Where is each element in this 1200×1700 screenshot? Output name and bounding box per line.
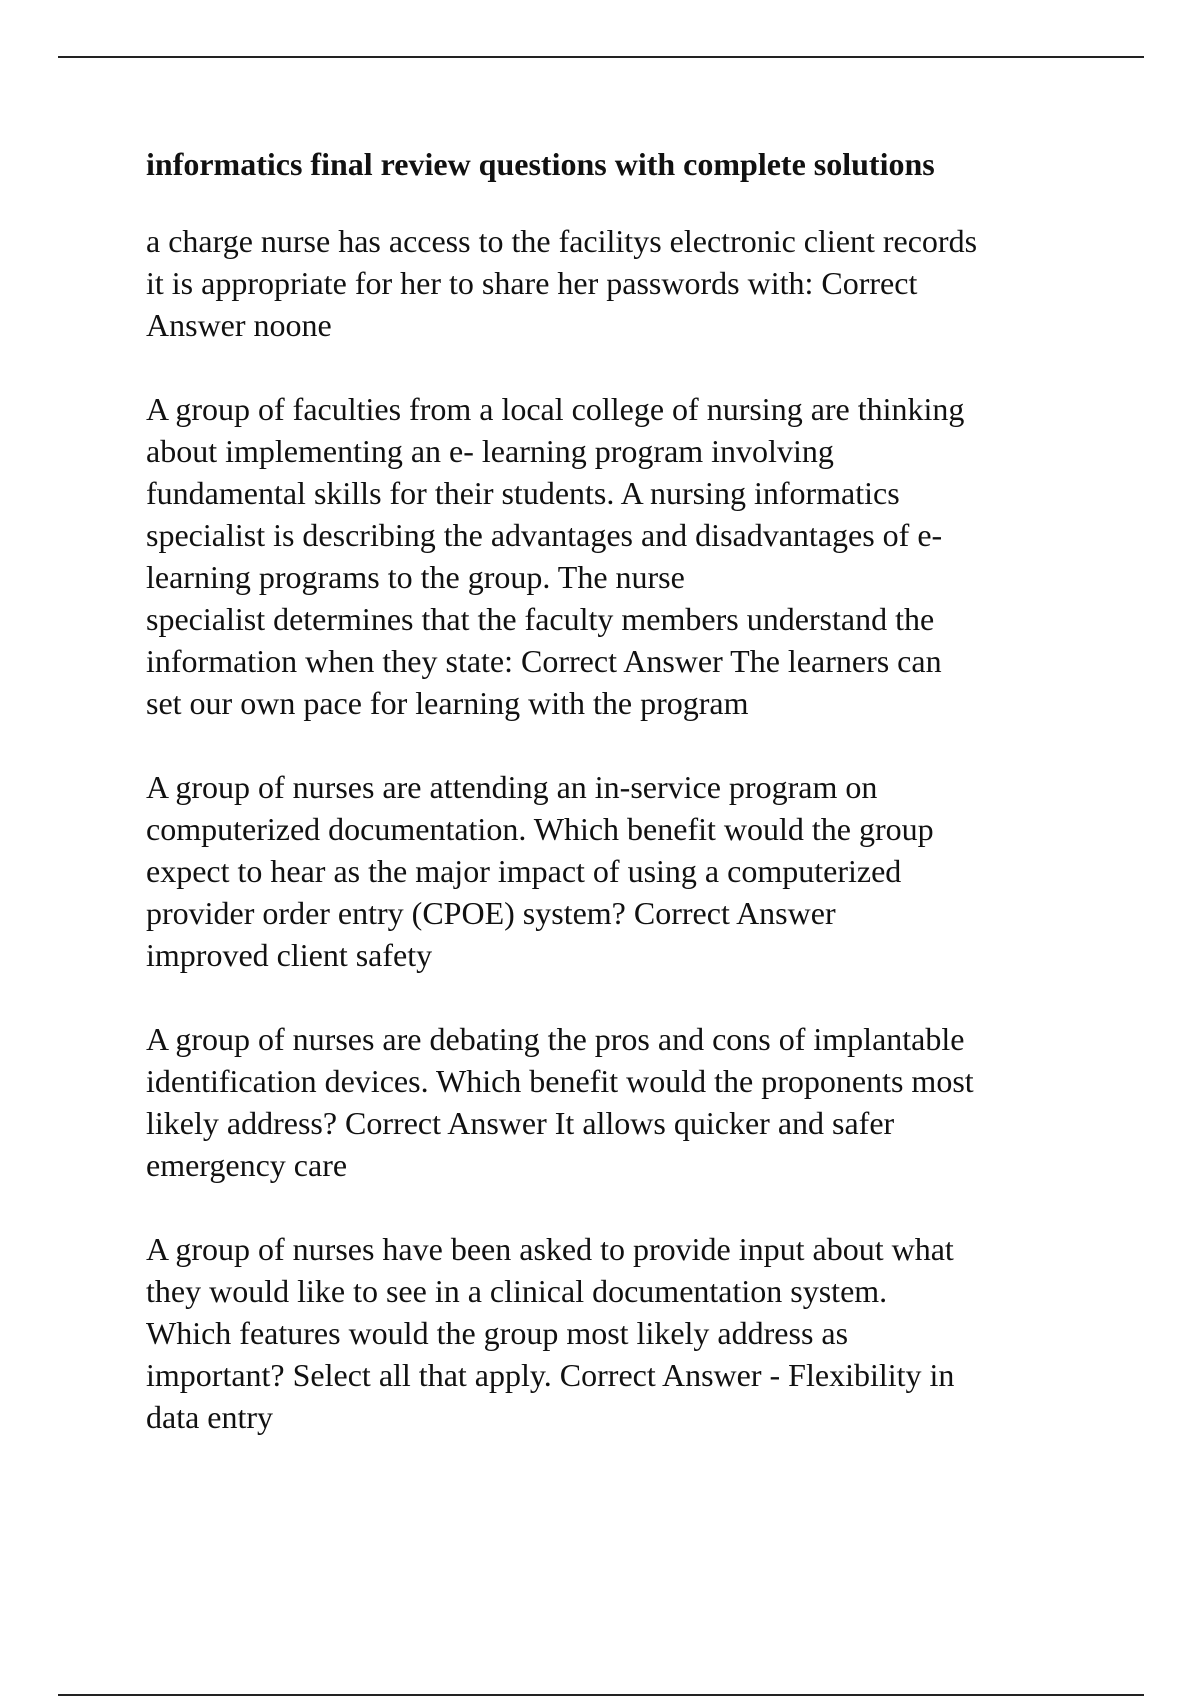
text-line: emergency care [146, 1147, 348, 1183]
question-block-5 [146, 1228, 1106, 1438]
text-line: it is appropriate for her to share her passwords with: Correct [146, 265, 918, 301]
footer-divider [58, 1694, 1144, 1696]
text-line: identification devices. Which benefit would the proponents most [146, 1063, 974, 1099]
header-divider [58, 56, 1144, 58]
text-line: improved client safety [146, 937, 433, 973]
text-line: A group of nurses are debating the pros and cons of implantable [146, 1021, 965, 1057]
text-line: fundamental skills for their students. A nursing informatics [146, 475, 900, 511]
question-block-4 [146, 1018, 1106, 1186]
question-block-1 [146, 220, 1106, 346]
text-line: computerized documentation. Which benefit would the group [146, 811, 934, 847]
text-line: likely address? Correct Answer It allows quicker and safer [146, 1105, 895, 1141]
text-line: Which features would the group most likely address as [146, 1315, 849, 1351]
text-line: expect to hear as the major impact of using a computerized [146, 853, 902, 889]
question-block-2 [146, 388, 1106, 724]
text-line: a charge nurse has access to the facilitys electronic client records [146, 223, 978, 259]
text-line: specialist determines that the faculty members understand the [146, 601, 935, 637]
document-title: informatics final review questions with complete solutions [146, 146, 935, 182]
text-line: information when they state: Correct Answer The learners can [146, 643, 942, 679]
text-line: they would like to see in a clinical documentation system. [146, 1273, 888, 1309]
text-line: about implementing an e- learning program involving [146, 433, 834, 469]
text-line: data entry [146, 1399, 274, 1435]
document-body [146, 140, 1106, 1480]
text-line: A group of nurses have been asked to provide input about what [146, 1231, 954, 1267]
text-line: specialist is describing the advantages and disadvantages of e- [146, 517, 943, 553]
text-line: learning programs to the group. The nurse [146, 559, 685, 595]
text-line: set our own pace for learning with the program [146, 685, 749, 721]
text-line: provider order entry (CPOE) system? Correct Answer [146, 895, 836, 931]
text-line: A group of nurses are attending an in-service program on [146, 769, 878, 805]
text-line: Answer noone [146, 307, 332, 343]
text-line: important? Select all that apply. Correct Answer - Flexibility in [146, 1357, 955, 1393]
text-line: A group of faculties from a local college of nursing are thinking [146, 391, 965, 427]
question-block-3 [146, 766, 1106, 976]
